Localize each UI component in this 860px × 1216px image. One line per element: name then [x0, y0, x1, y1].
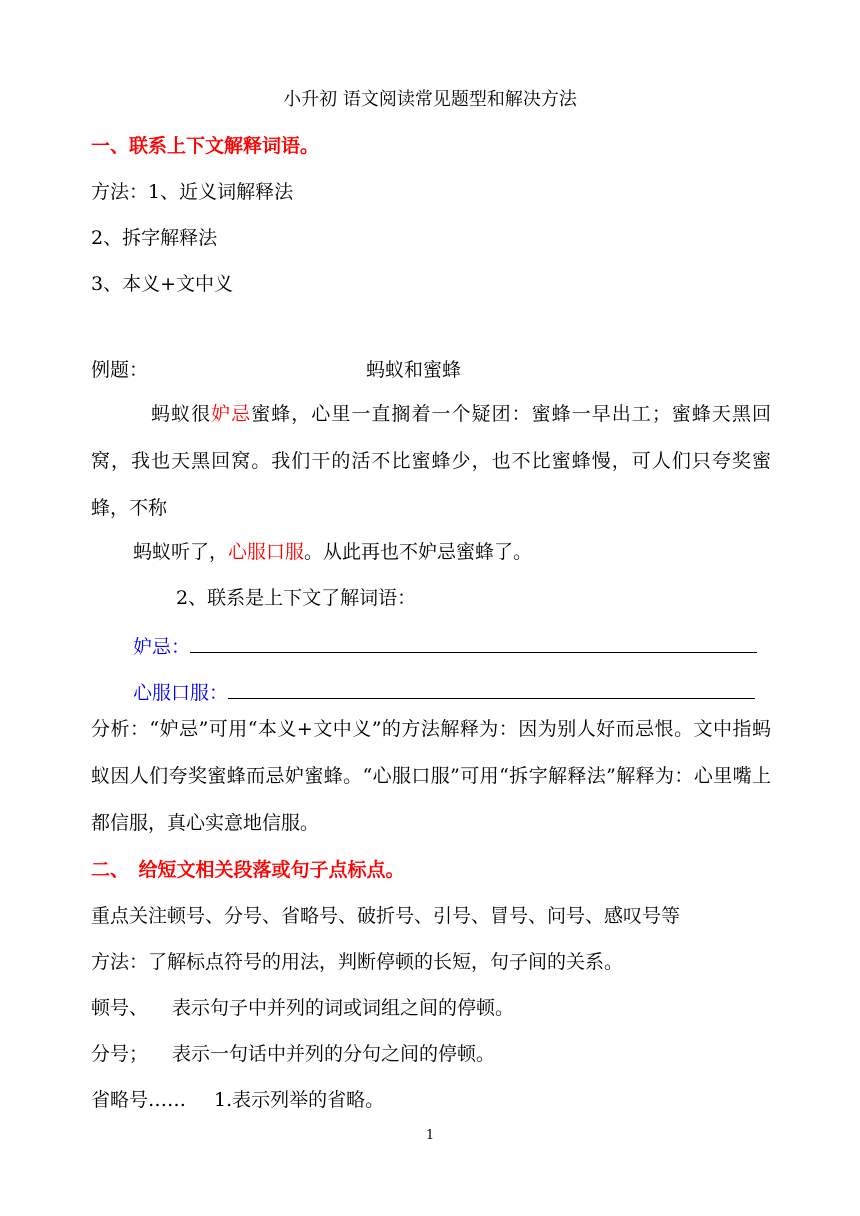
answer-blank[interactable]	[190, 632, 757, 653]
answer-row-1	[133, 632, 757, 659]
story-text: 蚂蚁听了，	[133, 541, 229, 563]
story-text: 蜜蜂，心里一直搁着一个疑团：蜜蜂一早出工；蜜蜂天黑回窝，我也天黑回窝。我们干的活不比蜜蜂少，也不比蜜蜂慢，可人们只夸奖蜜蜂，不称	[91, 403, 771, 519]
story-title: 蚂蚁和蜜蜂	[366, 359, 462, 381]
example-label: 例题：	[91, 359, 149, 381]
highlight-word-dujì: 妒忌	[211, 403, 252, 425]
method-line: 方法：了解标点符号的用法，判断停顿的长短，句子间的关系。	[91, 951, 624, 973]
question-text: 2、联系是上下文了解词语：	[176, 587, 417, 609]
method-line-2: 2、拆字解释法	[91, 227, 218, 249]
dunhao-desc: 表示句子中并列的词或词组之间的停顿。	[172, 997, 515, 1019]
fenhao-label: 分号；	[91, 1043, 149, 1065]
shenglue-desc: 1.表示列举的省略。	[214, 1089, 385, 1111]
focus-line: 重点关注顿号、分号、省略号、破折号、引号、冒号、问号、感叹号等	[91, 905, 681, 927]
story-paragraph-1	[91, 391, 771, 532]
page-title: 小升初 语文阅读常见题型和解决方法	[283, 89, 577, 110]
page-number: 1	[425, 1128, 435, 1143]
dunhao-label: 顿号、	[91, 997, 149, 1019]
answer-label: 妒忌：	[133, 636, 191, 658]
story-paragraph-2	[133, 540, 532, 564]
story-text: 。从此再也不妒忌蜜蜂了。	[304, 541, 533, 563]
analysis-paragraph: 分析：“妒忌”可用“本义+文中义”的方法解释为：因为别人好而忌恨。文中指蚂蚁因人们夸奖蜜蜂而忌妒蜜蜂。“心服口服”可用“拆字解释法”解释为：心里嘴上都信服，真心实意地信服。	[91, 718, 771, 834]
answer-blank[interactable]	[228, 678, 755, 699]
answer-label: 心服口服：	[133, 682, 229, 704]
answer-row-2	[133, 678, 755, 705]
section1-heading: 一、联系上下文解释词语。	[91, 135, 320, 157]
method-line-3: 3、本义+文中义	[91, 273, 234, 295]
shenglue-label: 省略号……	[91, 1089, 187, 1111]
story-text: 蚂蚁很	[151, 403, 212, 425]
method-line-1: 方法：1、近义词解释法	[91, 181, 294, 203]
highlight-word-xinfu: 心服口服	[228, 541, 305, 563]
section2-heading: 二、 给短文相关段落或句子点标点。	[91, 859, 405, 881]
fenhao-desc: 表示一句话中并列的分句之间的停顿。	[172, 1043, 496, 1065]
